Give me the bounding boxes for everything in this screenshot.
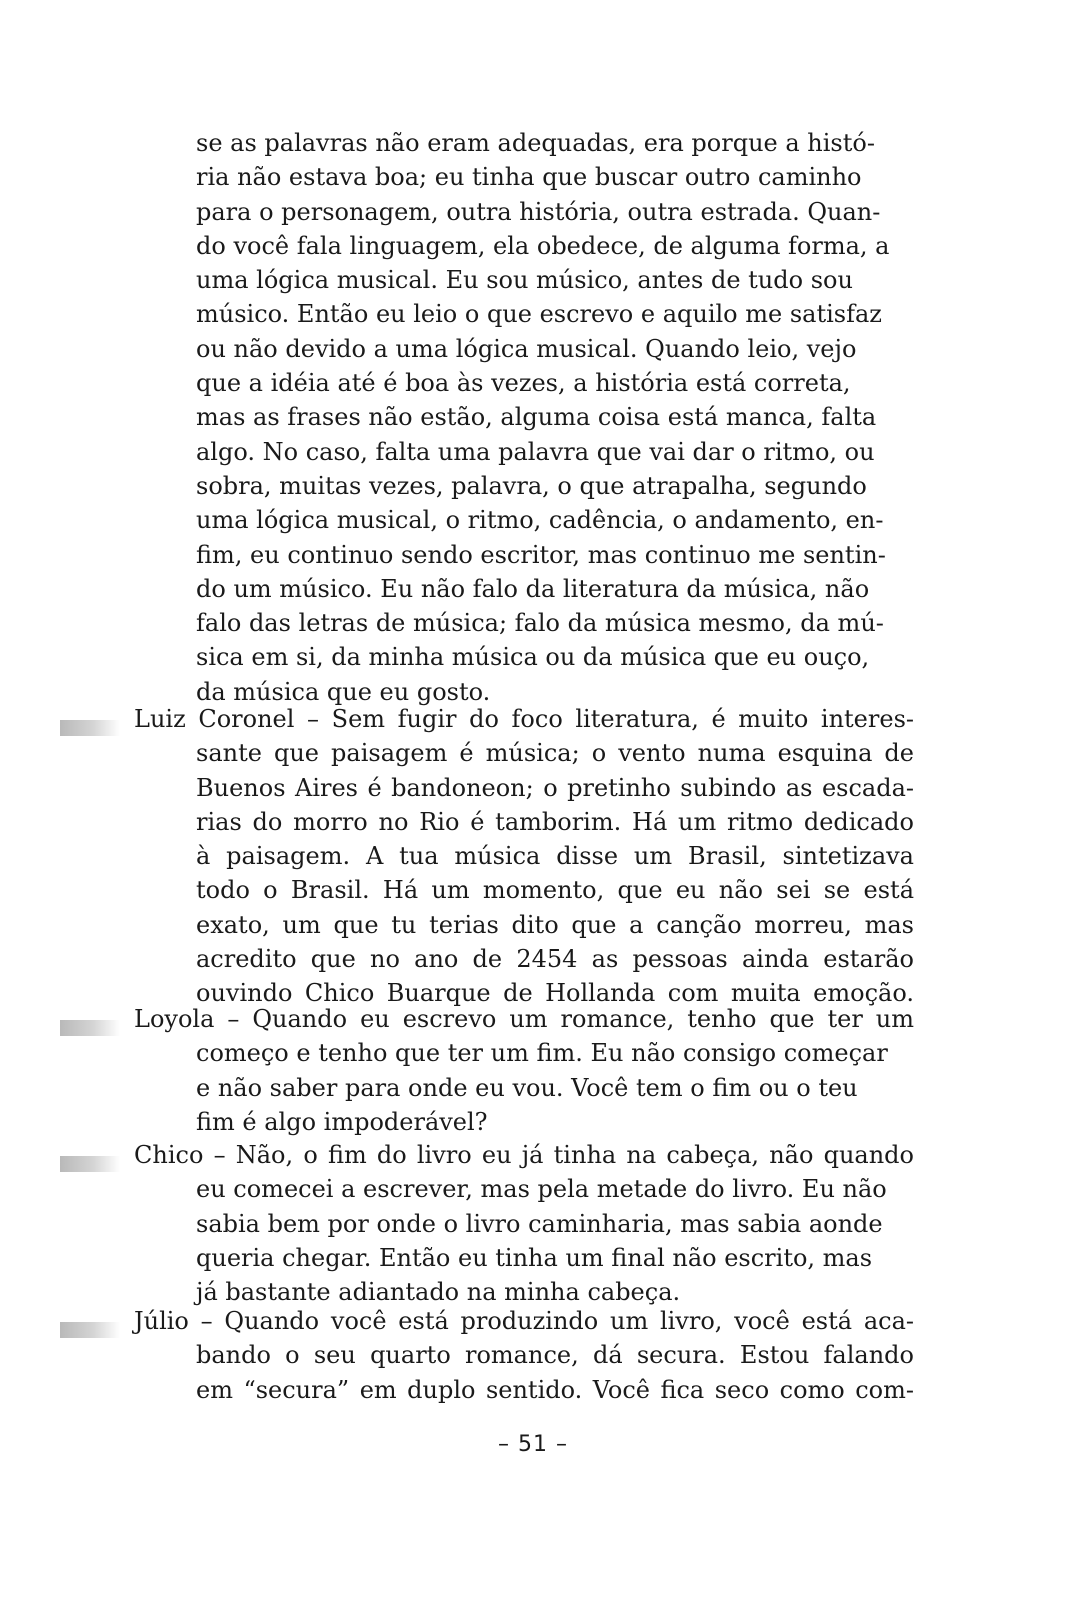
speaker-text: – Não, o fim do livro eu já tinha na cabeça, não quando [203, 1141, 914, 1169]
text-line: se as palavras não eram adequadas, era porque a histó- [196, 129, 875, 157]
text-line: mas as frases não estão, alguma coisa está manca, falta [196, 403, 877, 432]
text-line: e não saber para onde eu vou. Você tem o fim ou o teu [196, 1073, 858, 1102]
text-line: algo. No caso, falta uma palavra que vai dar o ritmo, ou [196, 437, 875, 466]
page-number: – 51 – [498, 1432, 568, 1457]
speaker-name: Loyola [134, 1005, 215, 1033]
text-line: sobra, muitas vezes, palavra, o que atrapalha, segundo [196, 471, 867, 500]
text-line: todo o Brasil. Há um momento, que eu não sei se está [196, 876, 914, 905]
text-line: sica em si, da minha música ou da música que eu ouço, [196, 643, 870, 672]
text-line: ouvindo Chico Buarque de Hollanda com muita emoção. [196, 979, 914, 1008]
text-line: fim, eu continuo sendo escritor, mas continuo me sentin- [196, 540, 886, 569]
text-line: da música que eu gosto. [196, 677, 491, 706]
text-line: que a idéia até é boa às vezes, a história está correta, [196, 369, 851, 398]
speaker-line [134, 1002, 914, 1036]
text-line: eu comecei a escrever, mas pela metade do livro. Eu não [196, 1175, 887, 1204]
text-line: começo e tenho que ter um fim. Eu não consigo começar [196, 1039, 888, 1068]
speaker-highlight-mark [60, 1156, 120, 1172]
text-line: exato, um que tu terias dito que a canção morreu, mas [196, 910, 914, 939]
speaker-name: Luiz Coronel [134, 705, 295, 733]
speaker-name: Júlio [134, 1307, 189, 1335]
speaker-line [134, 1138, 914, 1172]
paragraph-julio [134, 1304, 914, 1407]
speaker-line [134, 702, 914, 736]
paragraph-luiz-coronel [134, 702, 914, 1011]
text-line: sante que paisagem é música; o vento numa esquina de [196, 739, 914, 768]
text-line: bando o seu quarto romance, dá secura. Estou falando [196, 1341, 914, 1370]
speaker-text: – Quando você está produzindo um livro, você está aca- [188, 1307, 914, 1335]
text-line: sabia bem por onde o livro caminharia, mas sabia aonde [196, 1209, 883, 1238]
speaker-highlight-mark [60, 1322, 120, 1338]
text-line: Buenos Aires é bandoneon; o pretinho subindo as escada- [196, 773, 914, 802]
speaker-line [134, 1304, 914, 1338]
text-line: ria não estava boa; eu tinha que buscar outro caminho [196, 163, 862, 192]
paragraph-continuation [196, 126, 914, 709]
text-line: queria chegar. Então eu tinha um final não escrito, mas [196, 1243, 873, 1272]
speaker-text: – Sem fugir do foco literatura, é muito interes- [294, 705, 914, 733]
text-line: uma lógica musical. Eu sou músico, antes de tudo sou [196, 266, 853, 295]
text-line: em “secura” em duplo sentido. Você fica seco como com- [196, 1375, 914, 1404]
speaker-highlight-mark [60, 720, 120, 736]
text-line: já bastante adiantado na minha cabeça. [196, 1278, 681, 1307]
text-line: músico. Então eu leio o que escrevo e aquilo me satisfaz [196, 300, 882, 329]
text-line: uma lógica musical, o ritmo, cadência, o andamento, en- [196, 506, 884, 535]
speaker-name: Chico [134, 1141, 204, 1169]
text-line: para o personagem, outra história, outra estrada. Quan- [196, 197, 881, 226]
text-line: do você fala linguagem, ela obedece, de alguma forma, a [196, 231, 890, 260]
text-line: ou não devido a uma lógica musical. Quando leio, vejo [196, 334, 857, 363]
paragraph-loyola [134, 1002, 914, 1139]
speaker-text: – Quando eu escrevo um romance, tenho que ter um [214, 1005, 914, 1033]
text-line: rias do morro no Rio é tamborim. Há um ritmo dedicado [196, 807, 914, 836]
text-line: fim é algo impoderável? [196, 1107, 488, 1136]
text-line: do um músico. Eu não falo da literatura da música, não [196, 574, 870, 603]
text-line: falo das letras de música; falo da música mesmo, da mú- [196, 609, 884, 638]
text-line: à paisagem. A tua música disse um Brasil, sintetizava [196, 842, 914, 871]
text-line: acredito que no ano de 2454 as pessoas ainda estarão [196, 945, 914, 974]
speaker-highlight-mark [60, 1020, 120, 1036]
paragraph-chico [134, 1138, 914, 1309]
